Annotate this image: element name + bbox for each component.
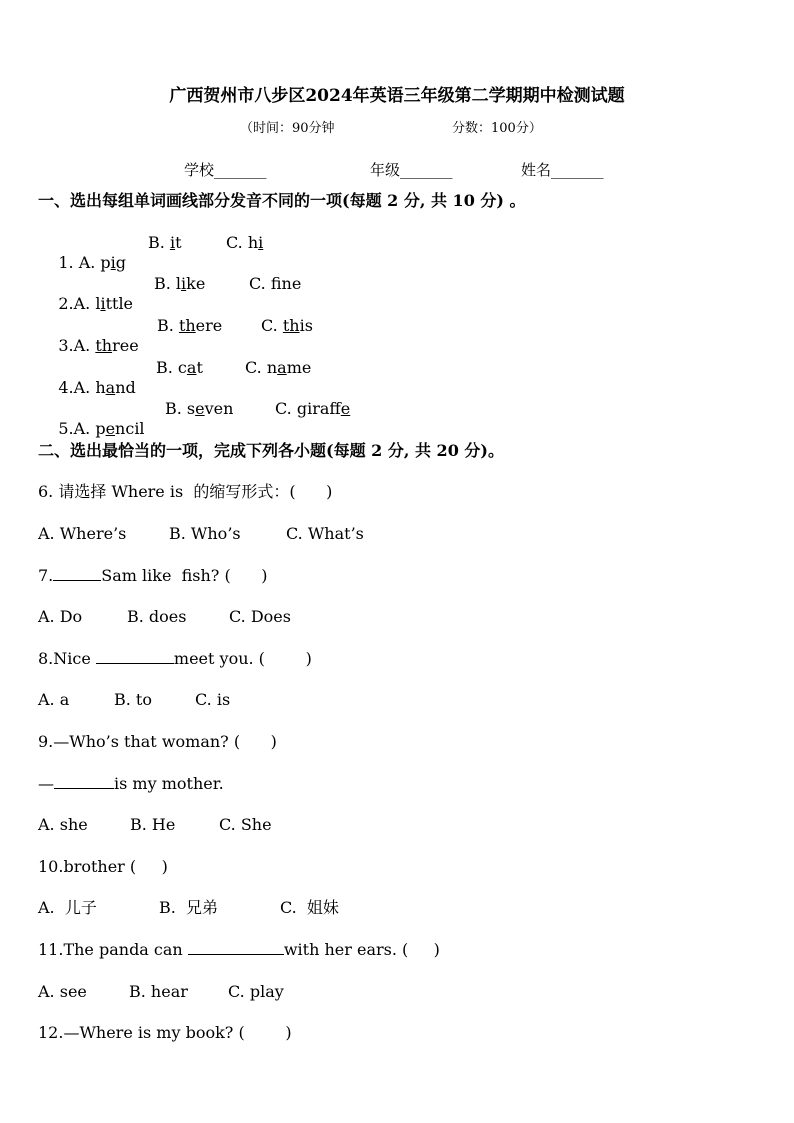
question-6-option-c: C. What’s: [286, 524, 364, 543]
question-5: 5.A. pencil: [58, 419, 145, 438]
question-3-option-b: B. there: [157, 316, 223, 335]
question-9: 9.—Who’s that woman? ( ): [38, 732, 277, 751]
question-10-option-a: A. 儿子: [38, 898, 97, 917]
question-11-option-a: A. see: [38, 982, 87, 1001]
question-8-option-c: C. is: [195, 690, 231, 709]
section-1-heading: 一、选出每组单词画线部分发音不同的一项(每题 2 分, 共 10 分) 。: [38, 191, 526, 210]
question-4-option-c: C. name: [245, 358, 312, 377]
question-8-option-b: B. to: [114, 690, 152, 709]
section-2-heading: 二、选出最恰当的一项，完成下列各小题(每题 2 分, 共 20 分)。: [38, 441, 504, 460]
answer-blank: [96, 649, 174, 664]
question-2-option-b: B. like: [154, 274, 206, 293]
option-a: A. pig: [78, 253, 127, 272]
question-5-option-b: B. seven: [165, 399, 234, 418]
question-1-option-c: C. hi: [226, 233, 264, 252]
question-4-option-b: B. cat: [156, 358, 203, 377]
answer-blank: [188, 940, 284, 955]
question-9-reply: — is my mother.: [38, 774, 224, 793]
question-9-option-a: A. she: [38, 815, 88, 834]
question-6: 6. 请选择 Where is 的缩写形式：( ): [38, 482, 333, 501]
name-field: 姓名_______: [521, 161, 604, 179]
answer-blank: [54, 774, 114, 789]
question-number: 5.: [58, 419, 74, 438]
question-number: 4.: [58, 378, 74, 397]
question-10: 10.brother ( ): [38, 857, 168, 876]
question-8-option-a: A. a: [38, 690, 70, 709]
question-11-option-b: B. hear: [129, 982, 188, 1001]
question-2-option-c: C. fne: [249, 274, 302, 293]
question-6-option-a: A. Where’s: [38, 524, 127, 543]
question-11: 11.The panda can with her ears. ( ): [38, 940, 440, 959]
exam-time: （时间：90分钟: [240, 121, 335, 136]
question-12: 12.—Where is my book? ( ): [38, 1023, 292, 1042]
question-4: 4.A. hand: [58, 378, 136, 397]
question-1-option-b: B. it: [148, 233, 182, 252]
question-number: 1.: [58, 253, 79, 272]
question-number: 3.: [58, 336, 74, 355]
question-7-option-a: A. Do: [38, 607, 83, 626]
exam-score: 分数：100分）: [452, 121, 542, 136]
grade-field: 年级_______: [370, 161, 453, 179]
question-6-option-b: B. Who’s: [169, 524, 241, 543]
question-8: 8.Nice meet you. ( ): [38, 649, 312, 668]
question-9-option-b: B. He: [130, 815, 176, 834]
question-10-option-b: B. 兄弟: [159, 898, 219, 917]
question-7-option-c: C. Does: [229, 607, 291, 626]
question-7: 7. Sam like fish? ( ): [38, 566, 268, 585]
question-3-option-c: C. this: [261, 316, 313, 335]
question-3: 3.A. three: [58, 336, 139, 355]
question-2: 2.A. little: [58, 294, 134, 313]
question-11-option-c: C. play: [228, 982, 284, 1001]
school-field: 学校_______: [184, 161, 267, 179]
question-10-option-c: C. 姐妹: [280, 898, 339, 917]
question-7-option-b: B. does: [127, 607, 187, 626]
question-5-option-c: C. giraffe: [275, 399, 351, 418]
question-number: 2.: [58, 294, 74, 313]
answer-blank: [53, 566, 101, 581]
question-9-option-c: C. She: [219, 815, 272, 834]
exam-title: 广西贺州市八步区2024年英语三年级第二学期期中检测试题: [169, 86, 625, 106]
